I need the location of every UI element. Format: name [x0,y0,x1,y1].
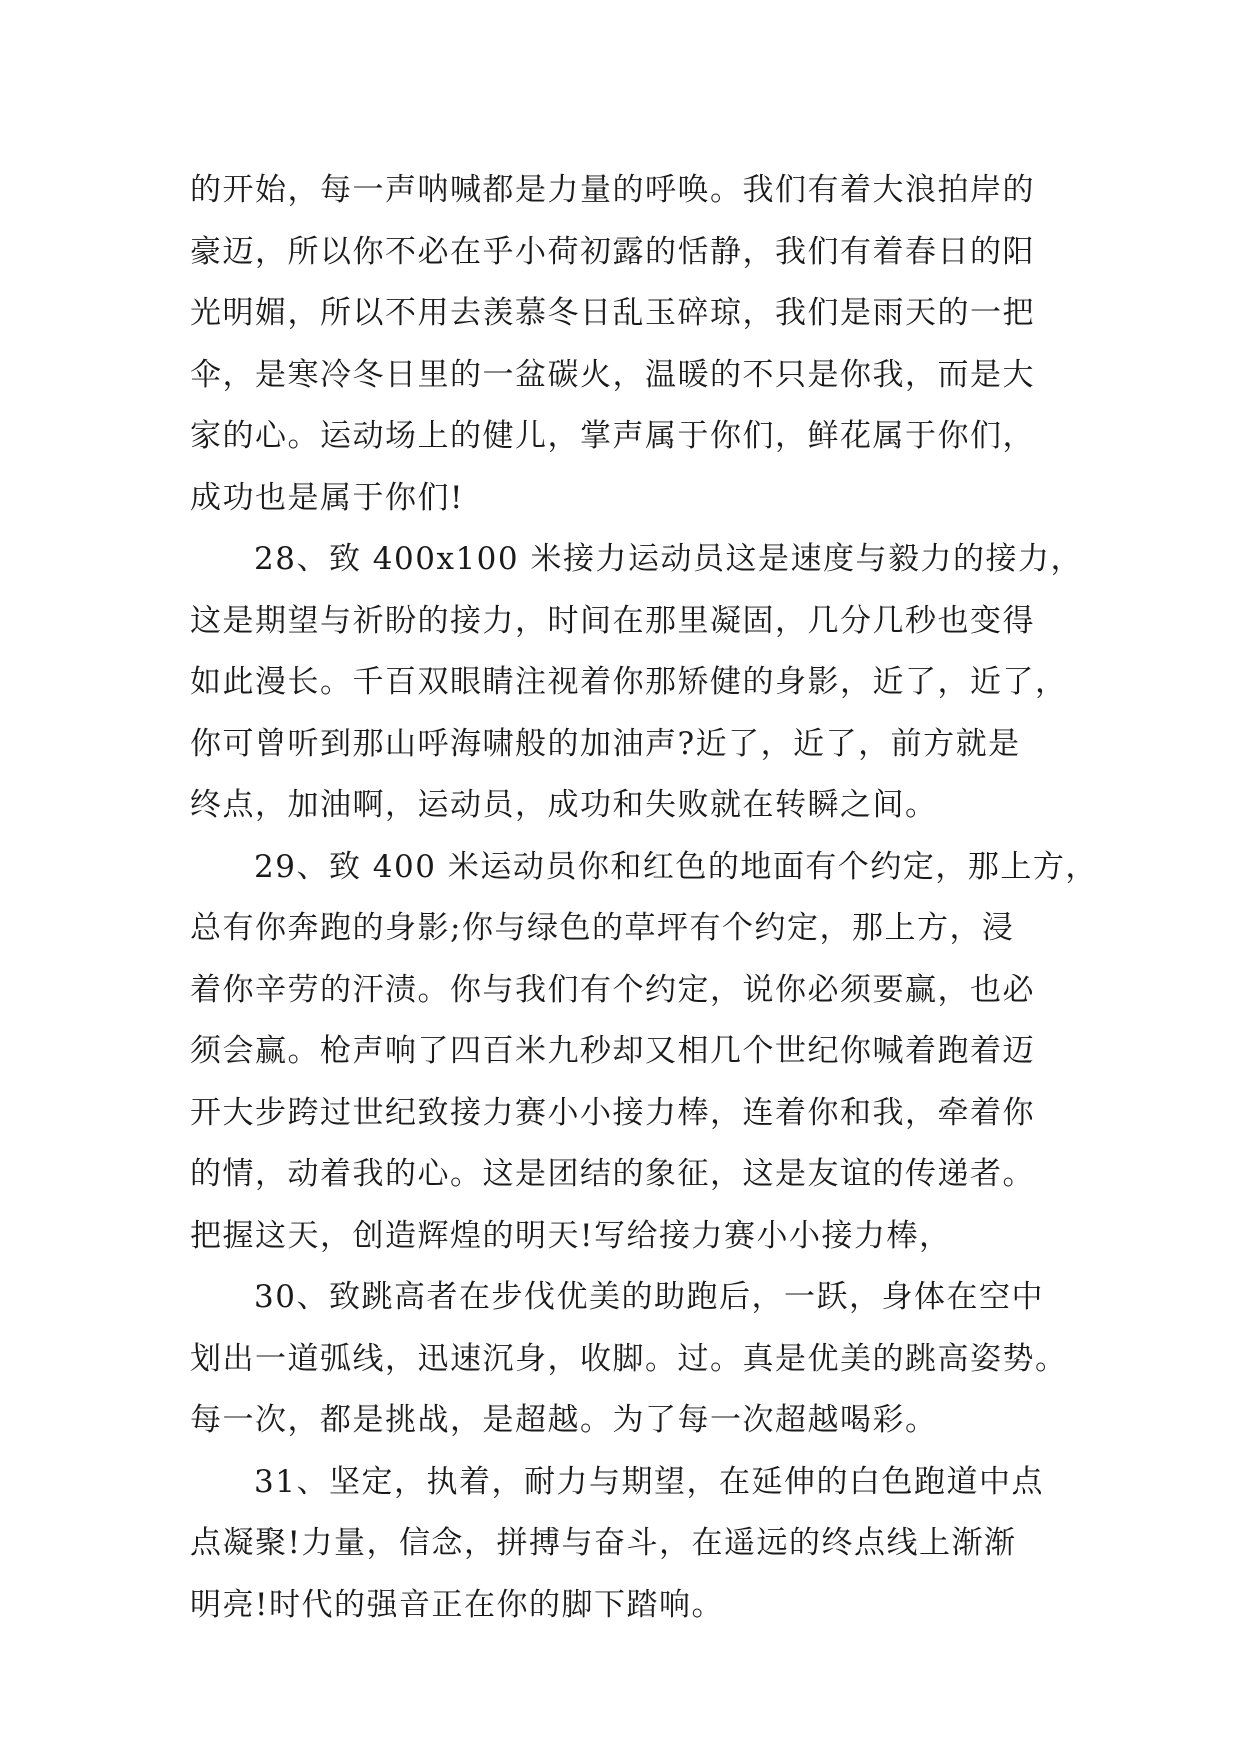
text-line: 的开始，每一声呐喊都是力量的呼唤。我们有着大浪拍岸的 [190,172,1035,208]
text-line: 如此漫长。千百双眼睛注视着你那矫健的身影，近了，近了， [190,664,1068,700]
text-line: 这是期望与祈盼的接力，时间在那里凝固，几分几秒也变得 [190,602,1035,639]
document-body [190,160,1098,1636]
text-line: 点凝聚!力量，信念，拼搏与奋斗，在遥远的终点线上渐渐 [190,1525,1017,1561]
text-line: 着你辛劳的汗渍。你与我们有个约定，说你必须要赢，也必 [190,971,1035,1008]
text-line: 伞，是寒冷冬日里的一盆碳火，温暖的不只是你我，而是大 [190,356,1035,393]
text-line: 成功也是属于你们! [190,479,464,516]
text-line: 家的心。运动场上的健儿，掌声属于你们，鲜花属于你们， [190,418,1035,454]
text-line: 豪迈，所以你不必在乎小荷初露的恬静，我们有着春日的阳 [190,233,1035,270]
text-line: 须会赢。枪声响了四百米九秒却又相几个世纪你喊着跑着迈 [190,1033,1035,1069]
text-line: 每一次，都是挑战，是超越。为了每一次超越喝彩。 [190,1402,938,1438]
text-line: 光明媚，所以不用去羡慕冬日乱玉碎琼，我们是雨天的一把 [190,295,1035,331]
text-line: 终点，加油啊，运动员，成功和失败就在转瞬之间。 [190,787,938,823]
text-line: 总有你奔跑的身影;你与绿色的草坪有个约定，那上方，浸 [190,910,1015,946]
text-line: 明亮!时代的强音正在你的脚下踏响。 [190,1586,724,1623]
paragraph-start-line: 28、致 400x100 米接力运动员这是速度与毅力的接力， [254,541,1083,577]
text-line: 划出一道弧线，迅速沉身，收脚。过。真是优美的跳高姿势。 [190,1340,1068,1377]
paragraph-start-line: 30、致跳高者在步伐优美的助跑后，一跃，身体在空中 [254,1279,1044,1315]
paragraph-start-line: 31、坚定，执着，耐力与期望，在延伸的白色跑道中点 [254,1463,1044,1500]
paragraph-start-line: 29、致 400 米运动员你和红色的地面有个约定，那上方， [254,848,1098,885]
text-line: 你可曾听到那山呼海啸般的加油声?近了，近了，前方就是 [190,725,1021,762]
text-line: 的情，动着我的心。这是团结的象征，这是友谊的传递者。 [190,1156,1035,1192]
text-line: 开大步跨过世纪致接力赛小小接力棒，连着你和我，牵着你 [190,1094,1035,1131]
text-line: 把握这天，创造辉煌的明天!写给接力赛小小接力棒， [190,1217,952,1254]
